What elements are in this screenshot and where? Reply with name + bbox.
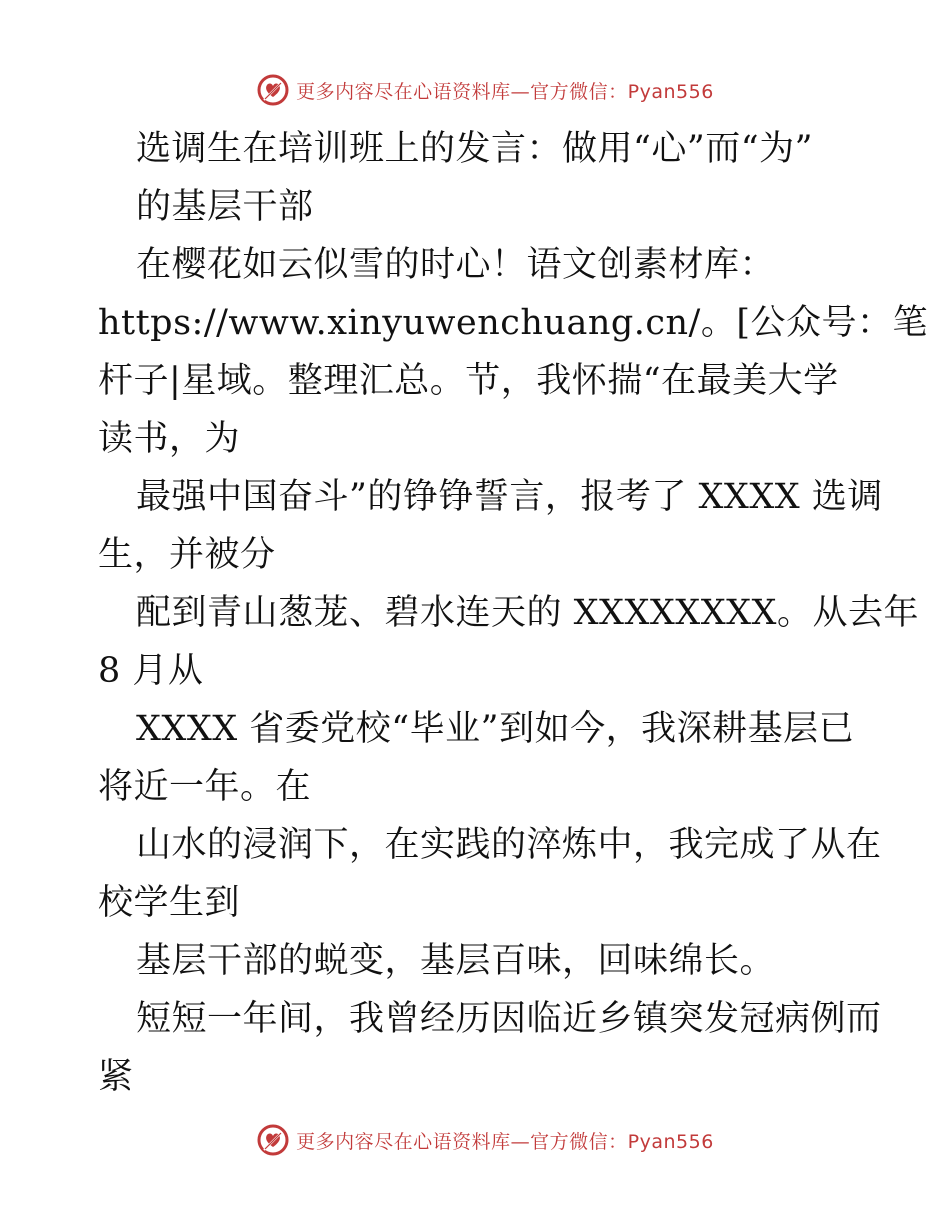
text-line: 紧 [98,1057,134,1097]
text-line: XXXX 省委党校“毕业”到如今，我深耕基层已 [136,709,855,749]
text-line: 配到青山葱茏、碧水连天的 XXXXXXXX。从去年 [136,593,919,633]
text-line: 短短一年间，我曾经历因临近乡镇突发冠病例而 [136,999,882,1039]
text-line: 将近一年。在 [98,767,312,807]
text-line: 的基层干部 [136,187,314,227]
text-line: 校学生到 [98,883,241,923]
watermark-group [256,1123,714,1157]
text-line: 读书，为 [98,419,241,459]
heart-logo-icon [256,73,290,107]
text-line: 生，并被分 [98,535,276,575]
text-line: 选调生在培训班上的发言：做用“心”而“为” [136,129,814,169]
heart-logo-icon [256,1123,290,1157]
text-line: 杆子|星域。整理汇总。节，我怀揣“在最美大学 [98,361,839,401]
text-line: 在樱花如云似雪的时心！语文创素材库： [136,245,776,285]
text-line: 基层干部的蜕变，基层百味，回味绵长。 [136,941,776,981]
document-body [98,120,928,1106]
watermark-banner-top [0,68,950,112]
watermark-text: 更多内容尽在心语资料库—官方微信：Pyan556 [296,1130,714,1153]
watermark-account: Pyan556 [627,1130,714,1153]
watermark-text: 更多内容尽在心语资料库—官方微信：Pyan556 [296,80,714,103]
watermark-banner-bottom [0,1118,950,1162]
watermark-account: Pyan556 [627,80,714,103]
text-line: 最强中国奋斗”的铮铮誓言，报考了 XXXX 选调 [136,477,883,517]
text-line: 8 月从 [98,651,204,691]
text-line: 山水的浸润下，在实践的淬炼中，我完成了从在 [136,825,882,865]
text-line: https://www.xinyuwenchuang.cn/。[公众号：笔 [98,303,928,343]
watermark-group [256,73,714,107]
